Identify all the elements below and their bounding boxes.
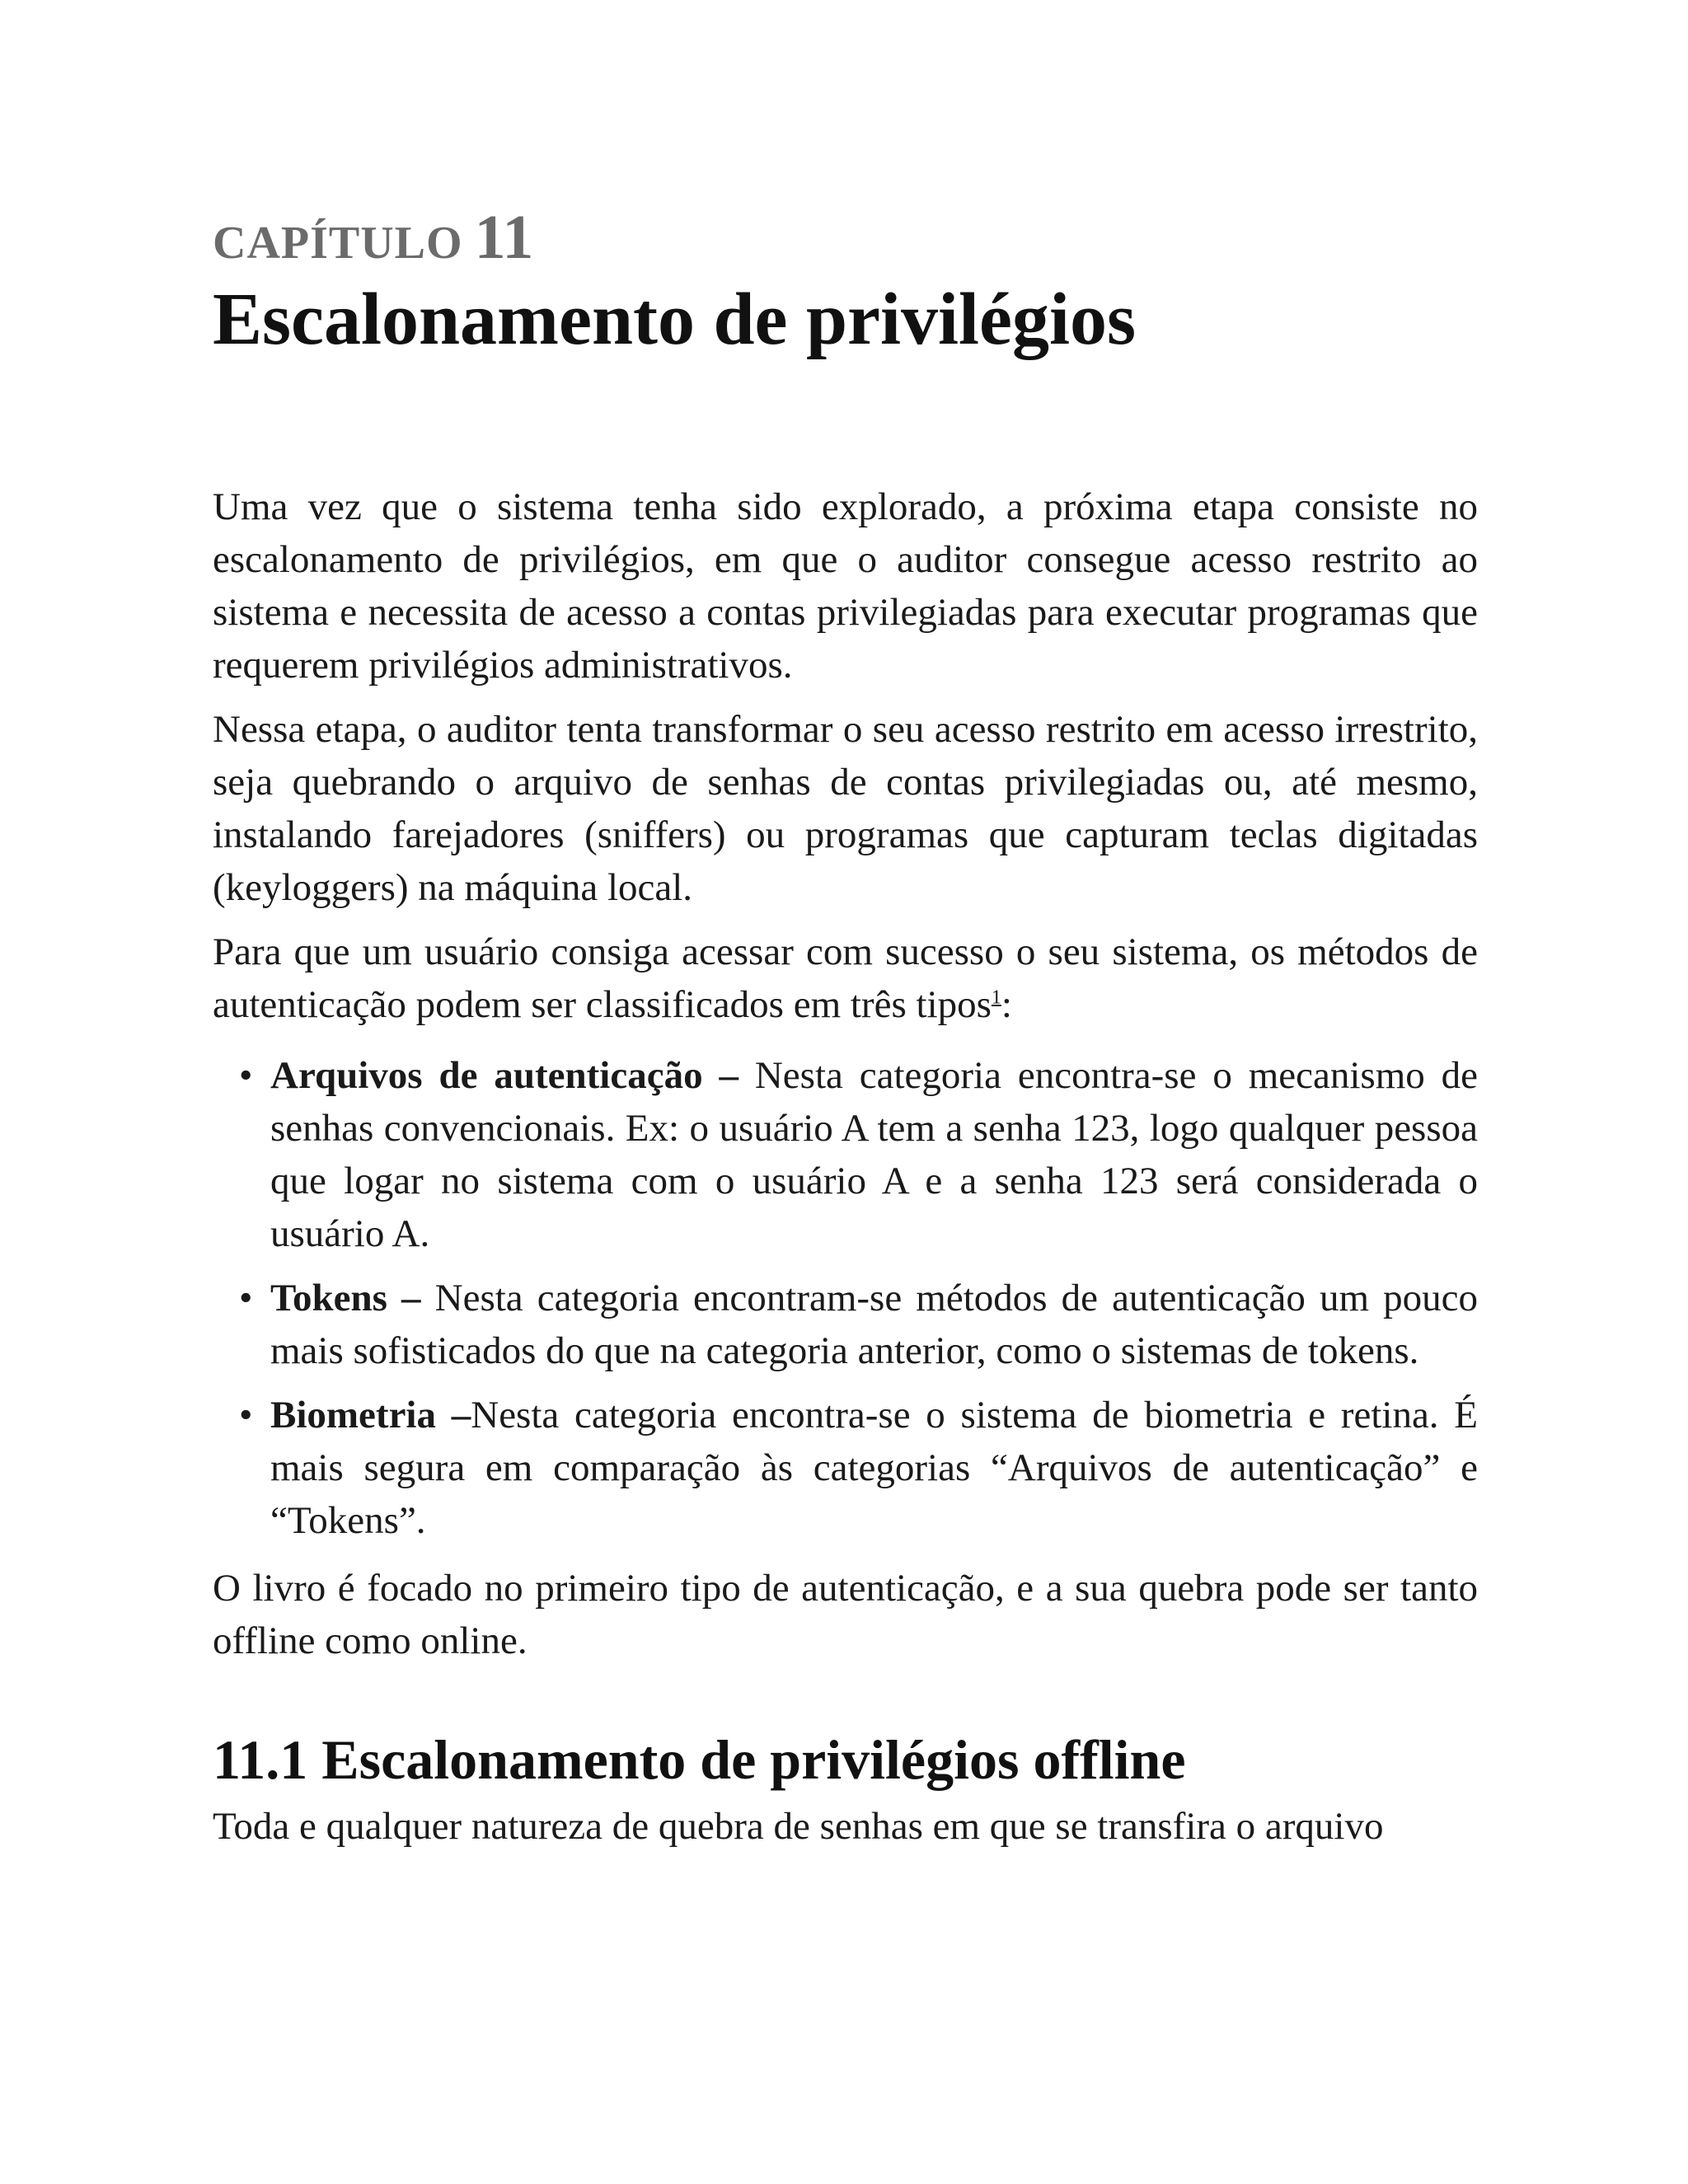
auth-types-list bbox=[213, 1049, 1478, 1547]
list-item-tokens bbox=[239, 1272, 1478, 1377]
list-item-description: Nesta categoria encontram-se métodos de autenticação um pouco mais sofisticados do que na categoria anterior, como o sistemas de tokens. bbox=[270, 1276, 1478, 1372]
intro-suffix: : bbox=[1001, 982, 1012, 1026]
closing-paragraph: O livro é focado no primeiro tipo de autenticação, e a sua quebra pode ser tanto offline como online. bbox=[213, 1566, 1478, 1662]
list-item-description: Nesta categoria encontra-se o sistema de biometria e retina. É mais segura em comparação às categorias “Arquivos de autenticação” e “Tokens”. bbox=[270, 1393, 1479, 1542]
list-item-auth-files bbox=[239, 1049, 1479, 1260]
bullet-icon: • bbox=[239, 1053, 253, 1097]
footnote-link[interactable]: 1 bbox=[991, 986, 1001, 1008]
chapter-body bbox=[213, 480, 1478, 1854]
paragraph: Nessa etapa, o auditor tenta transformar o seu acesso restrito em acesso irrestrito, seja quebrando o arquivo de senhas de contas privilegiadas ou, até mesmo, instalando farejadores (sniffers) ou programas que capturam teclas digitadas (keyloggers) na máquina local. bbox=[213, 707, 1478, 909]
list-item-term: Tokens bbox=[270, 1276, 387, 1319]
list-item-separator: – bbox=[702, 1053, 755, 1097]
list-item-biometrics bbox=[239, 1389, 1479, 1547]
chapter-label bbox=[213, 203, 1478, 272]
chapter-title: Escalonamento de privilégios bbox=[213, 279, 1136, 360]
list-item-description: Nesta categoria encontra-se o mecanismo de senhas convencionais. Ex: o usuário A tem a senha 123, logo qualquer pessoa que logar no sistema com o usuário A e a senha 123 será considerada o usuário A. bbox=[270, 1053, 1479, 1255]
list-item-term: Biometria bbox=[270, 1393, 436, 1436]
intro-text: Para que um usuário consiga acessar com sucesso o seu sistema, os métodos de autenticação podem ser classificados em três tipos bbox=[213, 930, 1478, 1026]
bullet-icon: • bbox=[239, 1393, 253, 1436]
chapter-word: CAPÍTULO bbox=[213, 218, 463, 269]
list-item-separator: – bbox=[436, 1393, 471, 1436]
bullet-icon: • bbox=[239, 1276, 253, 1319]
list-item-term: Arquivos de autenticação bbox=[270, 1053, 703, 1097]
chapter-number: 11 bbox=[474, 203, 534, 272]
paragraph: Uma vez que o sistema tenha sido explorado, a próxima etapa consiste no escalonamento de privilégios, em que o auditor consegue acesso restrito ao sistema e necessita de acesso a contas privilegiadas para executar programas que requerem privilégios administrativos. bbox=[213, 485, 1478, 687]
auth-types-intro bbox=[213, 926, 1478, 1031]
book-page bbox=[213, 203, 1479, 1864]
section-first-line: Toda e qualquer natureza de quebra de senhas em que se transfira o arquivo bbox=[213, 1805, 1384, 1849]
list-item-separator: – bbox=[387, 1276, 435, 1319]
section-heading: 11.1 Escalonamento de privilégios offline bbox=[213, 1727, 1186, 1791]
